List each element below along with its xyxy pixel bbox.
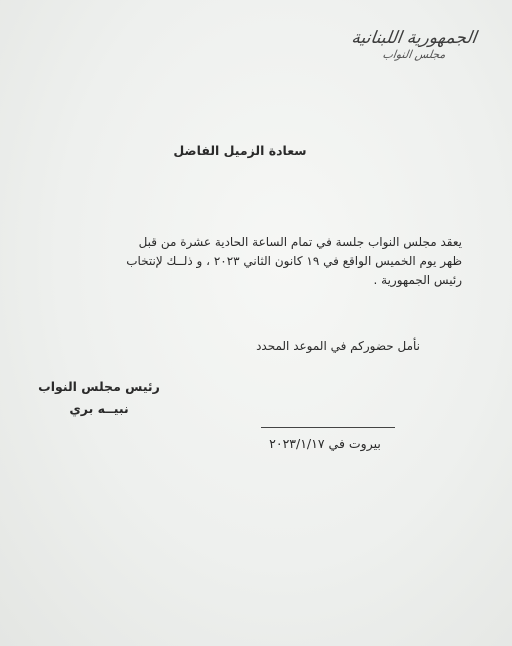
closing-line: نأمل حضوركم في الموعد المحدد bbox=[256, 339, 420, 353]
letterhead-parliament: مجلس النواب bbox=[381, 48, 447, 61]
date-line: بيروت في ٢٠٢٣/١/١٧ bbox=[269, 436, 381, 451]
body-line-3: رئيس الجمهورية . bbox=[373, 273, 462, 287]
salutation: سعادة الزميل الفاضل bbox=[173, 143, 307, 158]
letterhead-republic: الجمهورية اللبنانية bbox=[350, 28, 478, 48]
signatory-block bbox=[34, 376, 164, 420]
body-line-2: ظهر يوم الخميس الواقع في ١٩ كانون الثاني ٢٠٢٣ ، و ذلــك لإنتخاب bbox=[126, 254, 462, 268]
signatory-name: نبيــه بري bbox=[69, 401, 129, 416]
letterhead bbox=[344, 28, 484, 62]
signature-rule bbox=[261, 427, 395, 428]
signatory-title: رئيس مجلس النواب bbox=[38, 379, 160, 394]
body-line-1: يعقد مجلس النواب جلسة في تمام الساعة الحادية عشرة من قبل bbox=[138, 235, 462, 249]
letter-body bbox=[44, 233, 462, 290]
